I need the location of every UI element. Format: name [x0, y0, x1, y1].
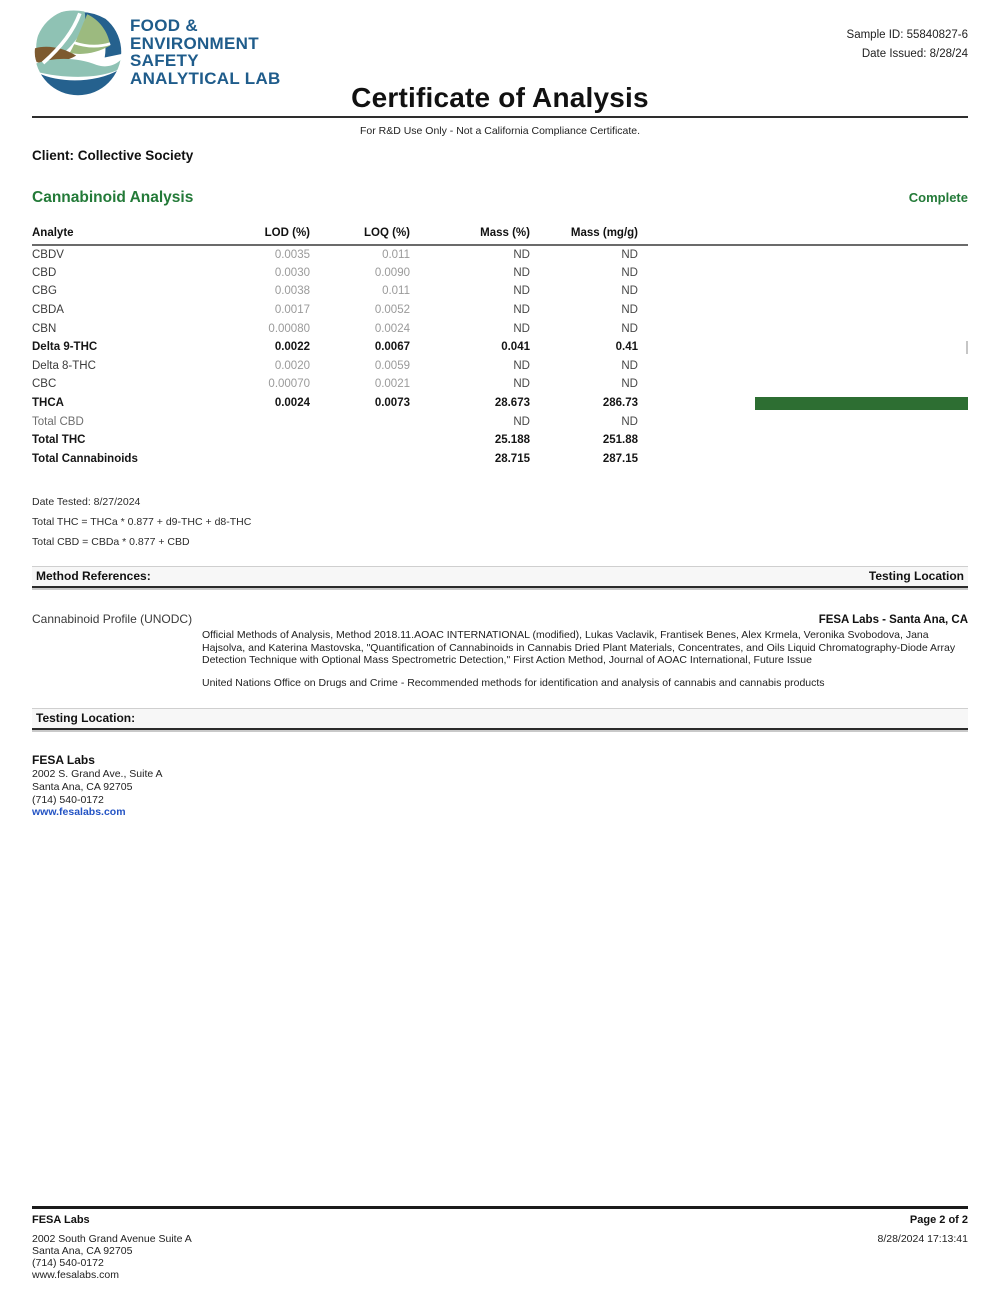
footer-address-line2: Santa Ana, CA 92705 — [32, 1244, 133, 1257]
table-row — [32, 301, 968, 320]
table-row — [32, 357, 968, 376]
print-timestamp: 8/28/2024 17:13:41 — [877, 1232, 968, 1245]
loq-cell: 0.0024 — [374, 322, 410, 335]
loq-cell: 0.0073 — [374, 397, 410, 410]
col-bar — [638, 227, 968, 245]
mass-pct-cell: ND — [513, 285, 530, 298]
method-references-band — [32, 566, 968, 588]
page-title: Certificate of Analysis — [351, 82, 649, 113]
footer-lab-info — [32, 1214, 192, 1281]
lod-cell: 0.0035 — [274, 248, 310, 261]
table-row — [32, 394, 968, 413]
col-mass-pct: Mass (%) — [410, 227, 530, 245]
analyte-cell: CBN — [32, 322, 57, 335]
table-row — [32, 264, 968, 283]
page-footer — [32, 1206, 968, 1281]
mass-pct-cell: 0.041 — [501, 341, 530, 354]
analyte-cell: Total Cannabinoids — [32, 452, 138, 465]
method-reference-1: Official Methods of Analysis, Method 2018.11.AOAC INTERNATIONAL (modified), Lukas Vaclavik, Frantisek Benes, Alex Krmela, Veronika Svobodova, Jana Hajsolva, and Katerina Mastovska, "Quantification of Cannabinoids in Cannabis Dried Plant Materials, Concentrates, and Oils Liquid Chromatography-Diode Array Detection Technique with Optional Mass Spectrometric Detection," First Action Method, Journal of AOAC International, Future Issue — [202, 629, 956, 666]
lab-name: FESA Labs — [32, 752, 95, 767]
table-row — [32, 412, 968, 431]
analysis-notes — [32, 496, 968, 548]
logo-line: FOOD & — [130, 16, 198, 35]
mass-mgg-cell: ND — [621, 415, 638, 428]
logo-line: ENVIRONMENT — [130, 33, 259, 53]
lod-cell: 0.0022 — [274, 341, 310, 354]
method-testing-location: FESA Labs - Santa Ana, CA — [818, 614, 968, 627]
section-header — [32, 189, 968, 207]
loq-cell: 0.0090 — [374, 266, 410, 279]
mass-bar — [755, 397, 968, 410]
analyte-cell: CBD — [32, 266, 57, 279]
lod-cell: 0.0030 — [274, 266, 310, 279]
mass-mgg-cell: ND — [621, 248, 638, 261]
mass-pct-cell: ND — [513, 322, 530, 335]
cannabinoid-table — [32, 227, 968, 468]
method-name: Cannabinoid Profile (UNODC) — [32, 612, 193, 627]
table-row — [32, 338, 968, 357]
analyte-cell: CBDV — [32, 248, 64, 261]
mass-pct-cell: ND — [513, 266, 530, 279]
sample-id: Sample ID: 55840827-6 — [846, 29, 968, 41]
testing-location-band — [32, 708, 968, 730]
mass-mgg-cell: ND — [621, 378, 638, 391]
loq-cell: 0.0052 — [374, 304, 410, 317]
mass-bar — [966, 341, 968, 354]
mass-pct-cell: ND — [513, 248, 530, 261]
table-row — [32, 450, 968, 469]
header — [32, 0, 968, 118]
analyte-cell: Delta 8-THC — [32, 359, 96, 372]
section-title: Cannabinoid Analysis — [32, 189, 194, 206]
mass-mgg-cell: 0.41 — [615, 341, 638, 354]
lab-logo-text — [130, 6, 281, 88]
date-issued: Date Issued: 8/28/24 — [861, 47, 968, 60]
analyte-cell: CBC — [32, 378, 57, 391]
table-row — [32, 245, 968, 264]
table-row — [32, 431, 968, 450]
mass-pct-cell: 28.673 — [494, 397, 530, 410]
mass-mgg-cell: ND — [621, 285, 638, 298]
sample-info — [847, 26, 968, 64]
method-reference-text — [202, 629, 968, 690]
loq-cell: 0.0067 — [374, 341, 410, 354]
footer-page-info — [877, 1214, 968, 1281]
lod-cell: 0.0020 — [274, 359, 310, 372]
lab-website-link[interactable]: www.fesalabs.com — [32, 806, 126, 819]
mass-mgg-cell: ND — [621, 266, 638, 279]
table-row — [32, 319, 968, 338]
lod-cell: 0.00080 — [268, 322, 310, 335]
col-loq: LOQ (%) — [310, 227, 410, 245]
table-row — [32, 282, 968, 301]
total-thc-formula: Total THC = THCa * 0.877 + d9-THC + d8-THC — [32, 516, 252, 529]
col-lod: LOD (%) — [242, 227, 310, 245]
table-row — [32, 375, 968, 394]
status-badge: Complete — [908, 190, 968, 205]
logo-line: ANALYTICAL LAB — [130, 69, 281, 89]
mass-pct-cell: ND — [513, 415, 530, 428]
mass-mgg-cell: 287.15 — [602, 452, 638, 465]
lod-cell: 0.00070 — [268, 378, 310, 391]
analyte-cell: Delta 9-THC — [32, 341, 98, 354]
mass-mgg-cell: 286.73 — [602, 397, 638, 410]
compliance-disclaimer: For R&D Use Only - Not a California Compliance Certificate. — [359, 125, 641, 137]
analyte-cell: THCA — [32, 397, 64, 410]
page-number: Page 2 of 2 — [909, 1214, 968, 1226]
testing-location-block — [32, 754, 968, 819]
lod-cell: 0.0024 — [274, 397, 310, 410]
mass-pct-cell: ND — [513, 378, 530, 391]
loq-cell: 0.0021 — [374, 378, 410, 391]
mass-pct-cell: ND — [513, 359, 530, 372]
mass-mgg-cell: ND — [621, 304, 638, 317]
analyte-cell: CBG — [32, 285, 57, 298]
analyte-cell: Total CBD — [32, 415, 84, 428]
table-header-row — [32, 227, 968, 245]
method-reference-2: United Nations Office on Drugs and Crime - Recommended methods for identification and analysis of cannabis and cannabis products — [202, 677, 825, 690]
analyte-cell: Total THC — [32, 434, 86, 447]
lab-address-line1: 2002 S. Grand Ave., Suite A — [32, 768, 163, 781]
method-references-label: Method References: — [36, 569, 151, 584]
footer-address-line1: 2002 South Grand Avenue Suite A — [32, 1232, 192, 1245]
lab-phone: (714) 540-0172 — [32, 793, 104, 806]
lod-cell: 0.0038 — [274, 285, 310, 298]
logo-line: SAFETY — [130, 51, 199, 71]
loq-cell: 0.011 — [382, 285, 410, 298]
mass-pct-cell: ND — [513, 304, 530, 317]
testing-location-label: Testing Location: — [36, 710, 136, 725]
mass-mgg-cell: 251.88 — [602, 434, 638, 447]
total-cbd-formula: Total CBD = CBDa * 0.877 + CBD — [32, 536, 190, 549]
analyte-cell: CBDA — [32, 304, 64, 317]
loq-cell: 0.011 — [382, 248, 410, 261]
footer-website: www.fesalabs.com — [32, 1269, 119, 1282]
testing-location-column-label: Testing Location — [868, 569, 964, 584]
client-line: Client: Collective Society — [32, 148, 194, 163]
mass-mgg-cell: ND — [621, 359, 638, 372]
date-tested: Date Tested: 8/27/2024 — [32, 496, 141, 509]
mass-pct-cell: 28.715 — [494, 452, 530, 465]
mass-pct-cell: 25.188 — [494, 434, 530, 447]
col-mass-mgg: Mass (mg/g) — [530, 227, 638, 245]
loq-cell: 0.0059 — [374, 359, 410, 372]
method-row — [32, 612, 968, 626]
footer-phone: (714) 540-0172 — [32, 1257, 104, 1270]
lab-address-line2: Santa Ana, CA 92705 — [32, 780, 133, 793]
mass-mgg-cell: ND — [621, 322, 638, 335]
lod-cell: 0.0017 — [274, 304, 310, 317]
footer-lab-name: FESA Labs — [32, 1214, 90, 1226]
col-analyte: Analyte — [32, 227, 242, 245]
